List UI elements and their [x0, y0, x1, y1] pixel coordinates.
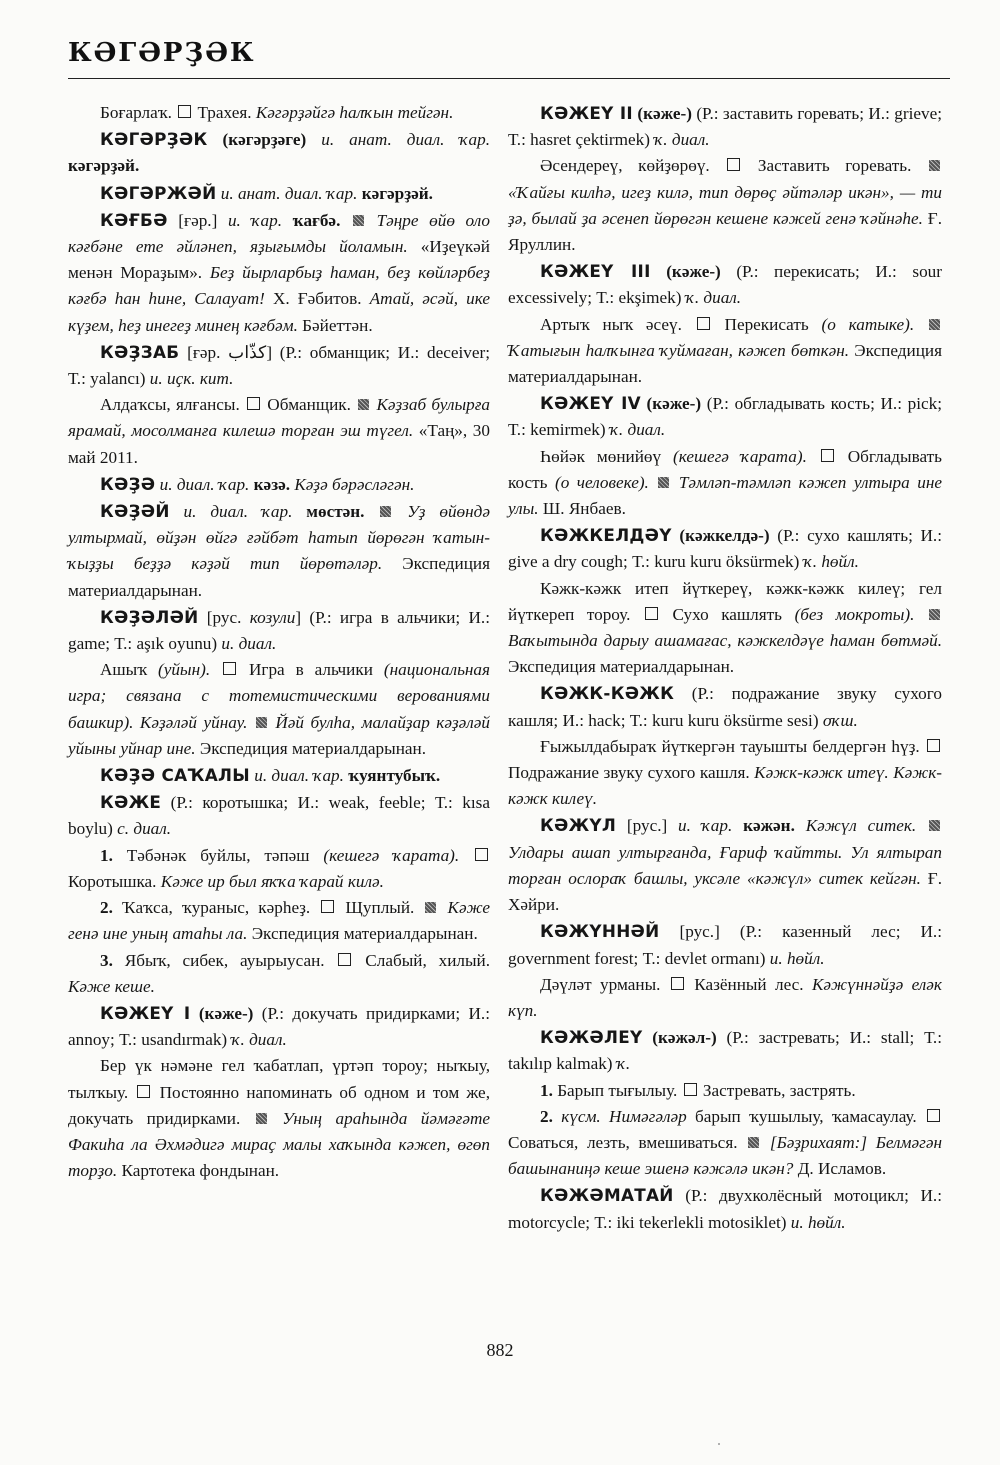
entry-text: Тәмләп-тәмләп кәжеп ултыра ине улы. [508, 472, 942, 519]
entry-text: Ҡаҡса, ҡураныс, кәрһеҙ. [122, 898, 320, 918]
russian-equivalent-square-icon [137, 1085, 150, 1098]
entry-text: Бәйеттән. [302, 315, 373, 335]
entry-text: [рус. [198, 607, 250, 627]
headword: КӘЖЕҮ II [540, 103, 633, 123]
entry-text: Кәгәрҙәйгә һалҡын тейгән. [255, 103, 454, 122]
entry-text: Кәҙә бәрәсләгән. [294, 474, 415, 494]
entry-text: Кәже генә ине уның атаһы ла. [68, 898, 490, 944]
entry-text: и. диал. [221, 634, 277, 654]
example-marker-icon [929, 609, 940, 620]
entry-text: (Р.: обгладывать кость; И.: pick; Т.: kemirmek) [508, 394, 942, 440]
entry-definition-paragraph [508, 153, 942, 258]
entry-definition-paragraph [508, 444, 942, 523]
russian-equivalent-square-icon [178, 105, 191, 118]
russian-equivalent-square-icon [927, 1109, 940, 1122]
entry-headword-paragraph [68, 180, 490, 207]
entry-text: «Таң», 30 май 2011. [68, 421, 490, 467]
entry-text: оҡш. [822, 710, 858, 730]
entry-text: Соваться, лезть, вмешиваться. [508, 1132, 747, 1152]
example-marker-icon [658, 477, 669, 488]
entry-text: Картотека фондынан. [121, 1161, 280, 1181]
entry-definition-paragraph [508, 312, 942, 391]
example-marker-icon [748, 1137, 759, 1148]
entry-headword-paragraph [508, 1182, 942, 1235]
entry-text: ҡағбә. [292, 210, 351, 230]
headword: КӘҘӘ САҠАЛЫ [100, 765, 250, 786]
entry-definition-paragraph [508, 972, 942, 1024]
entry-text: Кәжк-кәжк итеү. Кәжк-кәжк килеү. [508, 763, 942, 809]
entry-text: Обманщик. [262, 395, 357, 415]
headword: КӘЖЕҮ IV [540, 393, 641, 414]
entry-text: (о человеке). [554, 472, 657, 492]
entry-headword-paragraph [68, 604, 490, 657]
entry-text: [Бәҙрихаят:] Белмәгән башынаниңә кеше эшенә кәжәлә икән? [508, 1132, 942, 1179]
entry-text: (Р.: коротышка; И.: weak, feeble; Т.: kısa boylu) [68, 793, 490, 839]
headword: КӘЖЕҮ III [540, 261, 651, 282]
entry-text: (кәжәл-) [642, 1028, 727, 1048]
entry-text: Барып тығылыу. [557, 1080, 682, 1100]
entry-text: и. ҡар. [678, 816, 744, 836]
headword: КӘҘЗАБ [100, 341, 180, 362]
entry-text: (без мокроты). [794, 604, 927, 624]
entry-headword-paragraph [508, 100, 942, 153]
entry-text: и. анат. диал. ҡар. [321, 130, 490, 150]
entry-text [210, 660, 221, 679]
entry-definition-paragraph [508, 1104, 942, 1183]
entry-text: Экспедиция материалдарынан. [508, 657, 735, 677]
headword: КӘЖЕҮ I [100, 1002, 191, 1023]
entry-text: Экспедиция материалдарынан. [68, 554, 490, 600]
example-marker-icon [929, 319, 940, 330]
entry-text: Кәже ир был яҡҡа ҡарай килә. [160, 871, 384, 891]
entry-text: Кәжк-кәжк итеп йүткереү, кәжк-кәжк килеү; гел йүткереп тороу. [508, 578, 942, 624]
entry-text: [ғәр. كذّاب] (Р.: обманщик; И.: deceiver; Т.: yalancı) [68, 342, 491, 389]
entry-text: Ш. Янбаев. [542, 499, 626, 519]
entry-text: Улдары ашап ултырғанда, Ғариф ҡайтты. Ул ялтырап торған ослораҡ башлы, уксәле «кәжүл» ситек кейгән. [508, 842, 942, 888]
page-number: 882 [486, 1340, 514, 1360]
entry-text: с. диал. [117, 819, 172, 839]
entry-text: (о катыке). [821, 314, 927, 334]
running-head: КӘГӘРҘӘК [68, 38, 256, 68]
entry-text: Уҙ өйөндә ултырмай, өйҙән өйгә ғәйбәт һатып йөрөгән ҡатын-ҡыҙҙы беҙҙә кәҙәй тип йөрөтәләр. [68, 502, 490, 574]
entry-text: (кәже-) [190, 1003, 262, 1023]
right-column [508, 100, 942, 1236]
entry-headword-paragraph [508, 812, 942, 918]
entry-text: күсм. Нимәгәләр [561, 1106, 696, 1126]
entry-text: Ябыҡ, сибек, ауырыусан. [124, 950, 337, 970]
example-marker-icon [353, 215, 364, 226]
entry-definition-paragraph [68, 843, 490, 895]
entry-text: ҡ. [616, 1054, 631, 1074]
entry-text: 3. [100, 950, 125, 970]
entry-text: (Р.: докучать придирками; И.: annoy; Т.: usandırmak) [68, 1003, 490, 1050]
russian-equivalent-square-icon [671, 977, 684, 990]
headword: КӘЖЕ [100, 792, 162, 813]
entry-text: (кешегә ҡарата). [673, 446, 819, 466]
entry-definition-paragraph [68, 1053, 490, 1184]
entry-text: (кешегә ҡарата). [323, 845, 474, 865]
entry-text: Застревать, застрять. [698, 1080, 856, 1100]
entry-text: Дәүләт урманы. [540, 974, 669, 994]
entry-text: Һөйәк мөнийөү [540, 446, 674, 466]
entry-headword-paragraph [68, 789, 490, 842]
entry-text: 2. [540, 1106, 562, 1126]
entry-text: и. диал. ҡар. [169, 502, 307, 522]
entry-headword-paragraph [68, 762, 490, 789]
entry-text: [рус.] (Р.: казенный лес; И.: government forest; Т.: devlet ormanı) [508, 922, 942, 968]
entry-text: Ғ. Хәйри. [508, 868, 942, 915]
headword: КӘЖӘМАТАЙ [540, 1185, 674, 1206]
entry-text: ] (Р.: игра в альчики; И.: game; Т.: aşık oyunu) [68, 607, 490, 654]
entry-text: козули [249, 607, 296, 627]
headword: КӘҘӘЙ [100, 501, 170, 522]
entry-text: Кәже кеше. [68, 976, 155, 996]
entry-headword-paragraph [68, 339, 490, 392]
entry-text: [ғәр.] [167, 210, 228, 230]
entry-text: Заставить горевать. [742, 156, 927, 176]
entry-text: 2. [100, 898, 122, 918]
entry-text: Экспедиция материалдарынан. [508, 340, 942, 387]
entry-text: Постоянно напоминать об одном и том же, докучать придирками. [68, 1082, 490, 1128]
entry-headword-paragraph [68, 1000, 490, 1053]
entry-text: (Р.: сухо кашлять; И.: give a dry cough; Т.: kuru kuru öksürmek) [508, 526, 943, 572]
entry-text: (кәгәрҙәге) [207, 130, 322, 150]
example-marker-icon [358, 399, 369, 410]
entry-text: Экспедиция материалдарынан. [251, 924, 478, 944]
entry-text: кәжән. [743, 816, 806, 836]
entry-text: и. иҫк. кит. [149, 369, 234, 389]
entry-headword-paragraph [68, 471, 490, 498]
entry-text: Щуплый. [336, 898, 424, 918]
entry-text: Коротышка. [68, 871, 161, 891]
entry-definition-paragraph [68, 100, 490, 126]
russian-equivalent-square-icon [727, 158, 740, 171]
entry-text: барып ҡушылыу, ҡамасаулау. [695, 1106, 925, 1126]
headword: КӘҘӘЛӘЙ [100, 606, 199, 627]
entry-text: Боғарлаҡ. [100, 103, 177, 122]
header-rule [68, 78, 950, 79]
entry-text: (Р.: перекисать; И.: sour excessively; Т.: ekşimek) [508, 262, 942, 308]
entry-text: Атай, әсәй, ике күҙем, һеҙ инегеҙ минең кәғбәм. [68, 289, 490, 335]
entry-definition-paragraph [508, 1078, 942, 1104]
entry-text: Кәжүннәйҙә еләк күп. [508, 974, 942, 1020]
left-column [68, 100, 490, 1184]
entry-text: [рус.] [616, 816, 679, 836]
entry-text: Ҡатығын һалҡынға ҡуймаған, кәжеп бөткән. [508, 340, 855, 360]
entry-text: ҡ. диал. [685, 288, 742, 308]
entry-text: (уйын). [157, 660, 211, 680]
entry-text: «Иҙеүкәй менән Мораҙым». [68, 237, 490, 283]
russian-equivalent-square-icon [697, 317, 710, 330]
entry-text: Кәҙзаб булырға ярамай, мосолманға килешә торған эш түгел. [68, 395, 490, 441]
entry-text: (Р.: двухколёсный мотоцикл; И.: motorcycle; Т.: iki tekerlekli motosiklet) [508, 1186, 942, 1232]
entry-text: кәгәрҙәй. [361, 183, 433, 203]
example-marker-icon [256, 717, 267, 728]
entry-text: (Р.: заставить горевать; И.: grieve; Т.: hasret çektirmek) [508, 104, 942, 150]
entry-text: (национальная игра; связана с тотемистическими верованиями башкир). Кәҙәләй уйнау. [68, 660, 491, 732]
russian-equivalent-square-icon [927, 739, 940, 752]
entry-text: ҡ. һөйл. [803, 552, 859, 572]
russian-equivalent-square-icon [247, 397, 260, 410]
headword: КӘЖҮЛ [540, 815, 617, 836]
entry-text: Тәңре өйө оло кәғбәне ете әйләнеп, яҙығымды йоламын. [68, 210, 490, 257]
entry-text: Тәбәнәк буйлы, тәпәш [126, 845, 324, 865]
example-marker-icon [425, 902, 436, 913]
entry-headword-paragraph [508, 522, 942, 575]
headword: КӘГӘРҘӘК [100, 129, 208, 150]
entry-text: (кәже-) [650, 262, 737, 282]
entry-text: (кәже-) [640, 394, 707, 414]
entry-text: кәгәрҙәй. [68, 156, 140, 176]
entry-text: Ваҡытында дарыу ашамағас, кәжкелдәүе һаман бөтмәй. [508, 631, 942, 651]
entry-headword-paragraph [508, 1024, 942, 1077]
scan-speck [718, 1443, 720, 1445]
entry-text: (кәжкелдә-) [671, 526, 778, 546]
entry-headword-paragraph [68, 126, 490, 179]
russian-equivalent-square-icon [645, 607, 658, 620]
example-marker-icon [929, 160, 940, 171]
russian-equivalent-square-icon [684, 1083, 697, 1096]
entry-definition-paragraph [68, 948, 490, 1000]
entry-text: и. анат. диал. ҡар. [216, 183, 362, 203]
headword: КӘЖӘЛЕҮ [540, 1027, 643, 1048]
entry-text: (кәже-) [632, 104, 697, 123]
headword: КӘЖҮННӘЙ [540, 921, 660, 942]
entry-text: Х. Ғәбитов. [272, 289, 370, 309]
entry-text: 1. [540, 1080, 558, 1100]
entry-text: 1. [100, 845, 127, 865]
entry-text: мөстән. [306, 502, 379, 522]
entry-text: Слабый, хилый. [353, 950, 491, 970]
entry-text: (Р.: подражание звуку сухого кашля; И.: hack; Т.: kuru kuru öksürme sesi) [508, 684, 942, 730]
russian-equivalent-square-icon [338, 953, 351, 966]
entry-definition-paragraph [68, 895, 490, 947]
entry-text: Кәжүл ситек. [805, 816, 927, 836]
entry-text: ҡ. диал. [231, 1030, 287, 1050]
russian-equivalent-square-icon [821, 449, 834, 462]
entry-text: и. диал. ҡар. [155, 474, 254, 494]
entry-text: и. диал. ҡар. [249, 766, 349, 786]
entry-text: Перекисать [711, 314, 822, 334]
headword: КӘГӘРЖӘЙ [100, 182, 217, 203]
entry-text: «Ҡайғы килһә, игеҙ килә, тип дөрөҫ әйтәләр икән», — ти ҙә, былай ҙа әсенеп йөрөгән кешене кәжей генә ҡәйнәһе. [508, 182, 942, 228]
entry-text: Беҙ йырларбыҙ һаман, беҙ көйләрбеҙ кәғбә һан һине, Салауат! [68, 263, 490, 309]
entry-headword-paragraph [508, 680, 942, 733]
entry-headword-paragraph [68, 207, 490, 339]
entry-text: Сухо кашлять [659, 604, 795, 624]
example-marker-icon [380, 506, 391, 517]
entry-definition-paragraph [508, 576, 942, 681]
headword: КӘҒБӘ [100, 209, 168, 230]
entry-text: Д. Исламов. [797, 1159, 887, 1179]
entry-text: Подражание звуку сухого кашля. [508, 763, 755, 783]
entry-headword-paragraph [68, 498, 490, 604]
entry-text: ҡуянтубыҡ. [348, 766, 441, 786]
entry-text: кәзә. [253, 474, 295, 494]
entry-text: (Р.: застревать; И.: stall; Т.: takılıp kalmak) [508, 1028, 942, 1074]
russian-equivalent-square-icon [223, 662, 236, 675]
entry-text: Уның араһында йәмәғәте Факиһа ла Әхмәдигә мираҫ малы хаҡында кәжеп, өгөп торҙо. [68, 1108, 490, 1181]
russian-equivalent-square-icon [475, 848, 488, 861]
entry-text: и. ҡар. [227, 210, 293, 230]
russian-equivalent-square-icon [321, 900, 334, 913]
example-marker-icon [256, 1113, 267, 1124]
entry-text: Ғ. Яруллин. [508, 208, 942, 255]
entry-text: Казённый лес. [685, 974, 812, 994]
entry-text: ҡ. диал. [609, 420, 666, 440]
entry-text: и. һөйл. [769, 948, 825, 968]
entry-definition-paragraph [68, 657, 490, 762]
entry-text: Ашыҡ [100, 660, 158, 680]
entry-definition-paragraph [68, 392, 490, 471]
entry-definition-paragraph [508, 734, 942, 813]
example-marker-icon [929, 820, 940, 831]
headword: КӘЖКЕЛДӘҮ [540, 525, 672, 546]
entry-text: Обгладывать кость [508, 446, 942, 492]
entry-text: и. һөйл. [790, 1212, 846, 1232]
entry-text: Артыҡ ныҡ әсеү. [540, 314, 695, 334]
entry-headword-paragraph [508, 258, 942, 311]
entry-headword-paragraph [508, 918, 942, 971]
entry-text: Игра в альчики [238, 660, 384, 680]
entry-text: Трахея. [193, 103, 256, 122]
entry-text: ҡ. диал. [654, 130, 710, 150]
headword: КӘЖК-КӘЖК [540, 683, 675, 704]
entry-headword-paragraph [508, 390, 942, 443]
entry-text: Экспедиция материалдарынан. [199, 738, 427, 758]
entry-text: Ғыжылдабыраҡ йүткергән тауышты белдергән һүҙ. [540, 736, 925, 756]
entry-text: Алдаҡсы, ялғансы. [100, 395, 246, 415]
entry-text: Бер үк нәмәне гел ҡабатлап, үртәп тороу; ныҡыу, тылҡыу. [68, 1056, 490, 1102]
entry-text: Әсендереү, көйҙөрөү. [540, 156, 726, 176]
entry-text: Йәй булһа, малайҙар кәҙәләй уйыны уйнар ине. [68, 712, 491, 758]
headword: КӘҘӘ [100, 473, 156, 494]
